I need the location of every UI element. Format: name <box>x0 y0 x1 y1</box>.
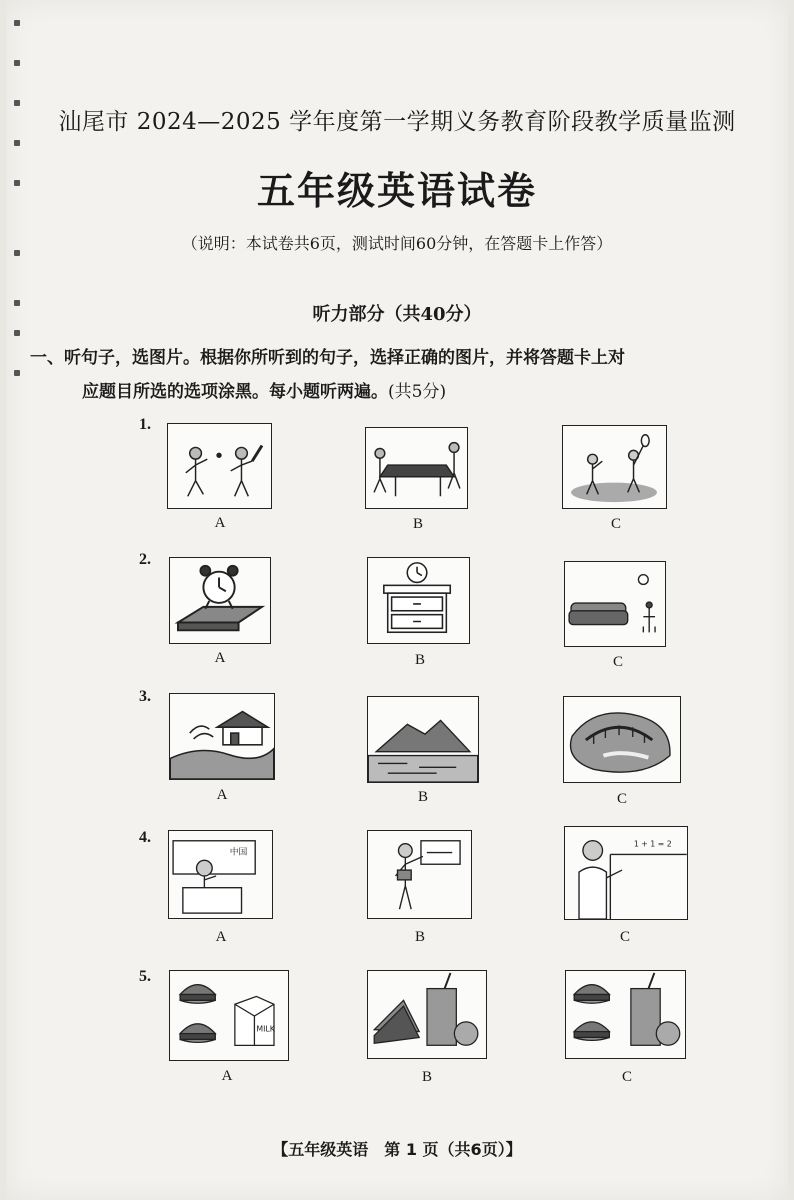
sofa-living-room-icon <box>564 561 666 647</box>
hamburgers-and-juice-icon <box>565 970 686 1059</box>
badminton-players-icon <box>562 425 667 509</box>
question-number: 3. <box>139 688 151 705</box>
english-teacher-icon <box>367 830 472 919</box>
instruction-line-2: 应题目所选的选项涂黑。每小题听两遍。(共5分) <box>82 382 447 402</box>
option-label: B <box>412 516 423 532</box>
question-number: 2. <box>139 551 151 568</box>
board-text-zhongguo: 中国 <box>229 847 248 858</box>
chinese-teacher-icon <box>168 830 273 919</box>
option-label: A <box>216 787 228 803</box>
question-number: 1. <box>139 416 151 433</box>
maths-teacher-icon <box>564 826 688 920</box>
sandwich-and-juice-icon <box>367 970 487 1059</box>
exam-title: 汕尾市 2024—2025 学年度第一学期义务教育阶段教学质量监测 <box>58 109 736 135</box>
milk-carton-label: MILK <box>256 1024 275 1034</box>
section-instruction <box>30 341 770 409</box>
bridge-over-stream-icon <box>563 696 681 783</box>
option-label: A <box>221 1068 233 1084</box>
instruction-line-1: 一、听句子，选图片。根据你所听到的句子，选择正确的图片，并将答题卡上对 <box>30 348 625 368</box>
option-label: B <box>414 652 425 668</box>
option-label: A <box>215 929 227 945</box>
option-label: C <box>610 516 621 532</box>
clock-on-book-icon <box>169 557 271 644</box>
option-label: C <box>619 929 630 945</box>
option-label: C <box>612 654 623 670</box>
question-number: 4. <box>139 829 151 846</box>
baseball-players-icon <box>167 423 272 509</box>
option-label: C <box>616 791 627 807</box>
board-text-equation: 1 + 1 = 2 <box>633 839 672 849</box>
option-label: B <box>414 929 425 945</box>
hamburgers-and-milk-icon <box>169 970 289 1061</box>
section-title: 听力部分（共40分） <box>312 304 482 325</box>
mountain-lake-icon <box>367 696 479 783</box>
option-label: B <box>421 1069 432 1085</box>
question-number: 5. <box>139 968 151 985</box>
paper-title: 五年级英语试卷 <box>256 169 537 213</box>
clock-on-nightstand-icon <box>367 557 470 644</box>
option-label: A <box>214 650 226 666</box>
option-label: B <box>417 789 428 805</box>
option-label: C <box>621 1069 632 1085</box>
exam-note: （说明：本试卷共6页，测试时间60分钟，在答题卡上作答） <box>181 234 613 253</box>
house-by-river-icon <box>169 693 275 780</box>
page-footer: 【五年级英语 第 1 页（共6页）】 <box>272 1140 522 1159</box>
option-label: A <box>214 515 226 531</box>
ping-pong-players-icon <box>365 427 468 509</box>
instruction-points: (共5分) <box>388 382 447 402</box>
